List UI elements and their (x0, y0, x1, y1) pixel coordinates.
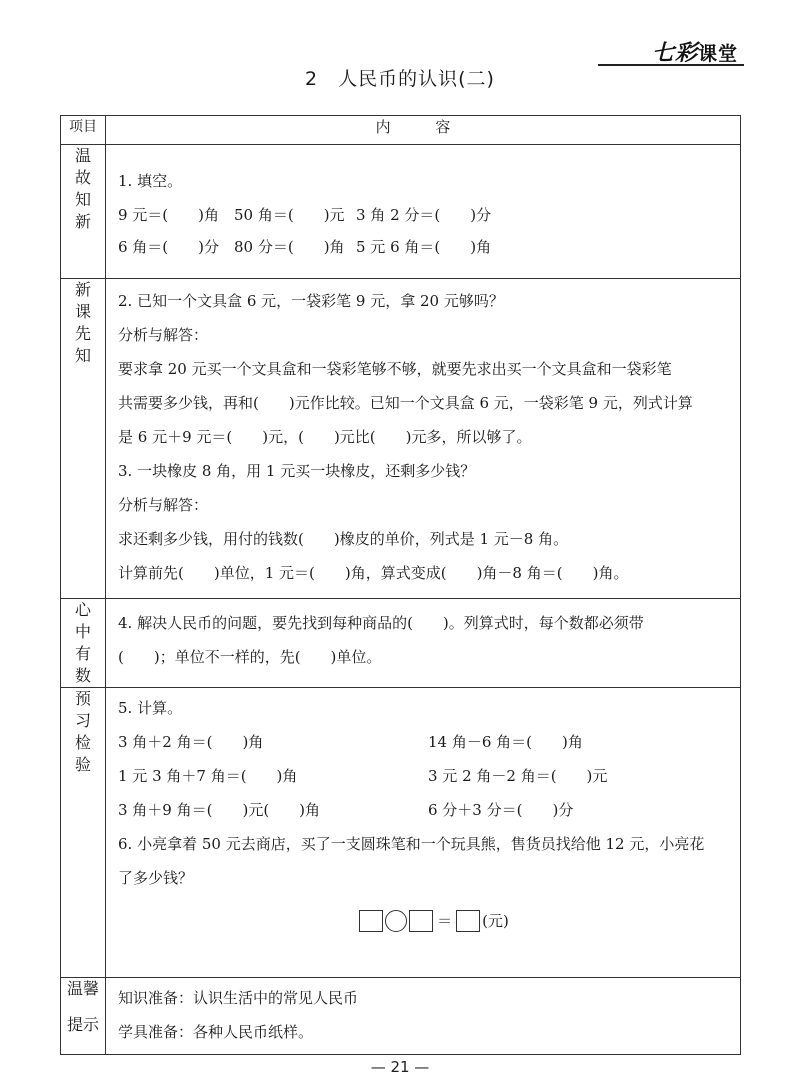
calc-item: 14 角－6 角＝( )角 (428, 733, 583, 751)
equals-sign: ＝ (437, 912, 453, 930)
operator-circle[interactable] (385, 910, 407, 932)
answer-box[interactable] (409, 910, 433, 932)
section-label-tips-bottom: 提示 (66, 1015, 99, 1034)
fill-item: 50 角＝( )元 (234, 206, 345, 224)
fill-item: 9 元＝( )角 (118, 206, 220, 224)
section-review (61, 145, 741, 279)
summary-line: ( )；单位不一样的，先( )单位。 (118, 648, 382, 666)
fill-item: 6 角＝( )分 (118, 238, 220, 256)
fill-item: 5 元 6 角＝( )角 (356, 238, 492, 256)
tip-line: 知识准备：认识生活中的常见人民币 (118, 989, 359, 1007)
calc-item: 1 元 3 角＋7 角＝( )角 (118, 767, 298, 785)
worksheet-table (60, 115, 741, 1055)
fill-row-2 (118, 231, 730, 263)
title-text: 人民币的认识(二) (338, 68, 495, 90)
header-row (61, 116, 741, 145)
calc-row (118, 726, 730, 760)
section-label-preview: 新课先知 (74, 280, 91, 365)
section-preview (61, 279, 741, 599)
title-number: 2 (305, 68, 319, 90)
analysis-line: 要求拿 20 元买一个文具盒和一袋彩笔够不够，就要先求出买一个文具盒和一袋彩笔 (118, 360, 672, 378)
calc-row (118, 760, 730, 794)
logo-text-b: 课堂 (697, 43, 738, 65)
section-check (61, 688, 741, 978)
calc-item: 3 角＋9 角＝( )元( )角 (118, 801, 321, 819)
question-2: 2. 已知一个文具盒 6 元，一袋彩笔 9 元，拿 20 元够吗？ (118, 292, 504, 310)
answer-box[interactable] (359, 910, 383, 932)
section-label-summary: 心中有数 (74, 600, 91, 685)
unit-label: (元) (482, 912, 509, 930)
section-label-review: 温故知新 (74, 146, 91, 231)
header-col-content: 内 容 (106, 116, 741, 145)
question-6-cont: 了多少钱？ (118, 869, 194, 887)
calc-item: 3 角＋2 角＝( )角 (118, 733, 264, 751)
section-tips (61, 978, 741, 1055)
fill-item: 3 角 2 分＝( )分 (356, 206, 492, 224)
section-summary (61, 599, 741, 688)
answer-box[interactable] (456, 910, 480, 932)
equation-template (118, 904, 730, 938)
analysis-line: 共需要多少钱，再和( )元作比较。已知一个文具盒 6 元，一袋彩笔 9 元，列式计算 (118, 394, 693, 412)
page-title (0, 64, 800, 91)
page-number: — 21 — (370, 1058, 430, 1076)
brand-logo (652, 36, 738, 67)
summary-line: 4. 解决人民币的问题，要先找到每种商品的( )。列算式时，每个数都必须带 (118, 614, 644, 632)
analysis-heading: 分析与解答： (118, 326, 209, 344)
question-1: 1. 填空。 (118, 172, 183, 190)
tip-line: 学具准备：各种人民币纸样。 (118, 1023, 314, 1041)
analysis-line: 计算前先( )单位，1 元＝( )角，算式变成( )角－8 角＝( )角。 (118, 564, 629, 582)
fill-row-1 (118, 199, 730, 231)
calc-row (118, 794, 730, 828)
section-label-tips-top: 温馨 (66, 979, 99, 998)
fill-item: 80 分＝( )角 (234, 238, 345, 256)
calc-item: 6 分＋3 分＝( )分 (428, 801, 574, 819)
question-3: 3. 一块橡皮 8 角，用 1 元买一块橡皮，还剩多少钱？ (118, 462, 476, 480)
header-col-category: 项目 (61, 116, 106, 145)
question-6: 6. 小亮拿着 50 元去商店，买了一支圆珠笔和一个玩具熊，售货员找给他 12 元，小亮花 (118, 835, 705, 853)
analysis-heading: 分析与解答： (118, 496, 209, 514)
analysis-line: 是 6 元＋9 元＝( )元，( )元比( )元多，所以够了。 (118, 428, 532, 446)
analysis-line: 求还剩多少钱，用付的钱数( )橡皮的单价，列式是 1 元－8 角。 (118, 530, 569, 548)
section-label-check: 预习检验 (74, 689, 91, 774)
logo-text-a: 七彩 (651, 41, 698, 66)
question-5: 5. 计算。 (118, 699, 183, 717)
calc-item: 3 元 2 角－2 角＝( )元 (428, 767, 608, 785)
